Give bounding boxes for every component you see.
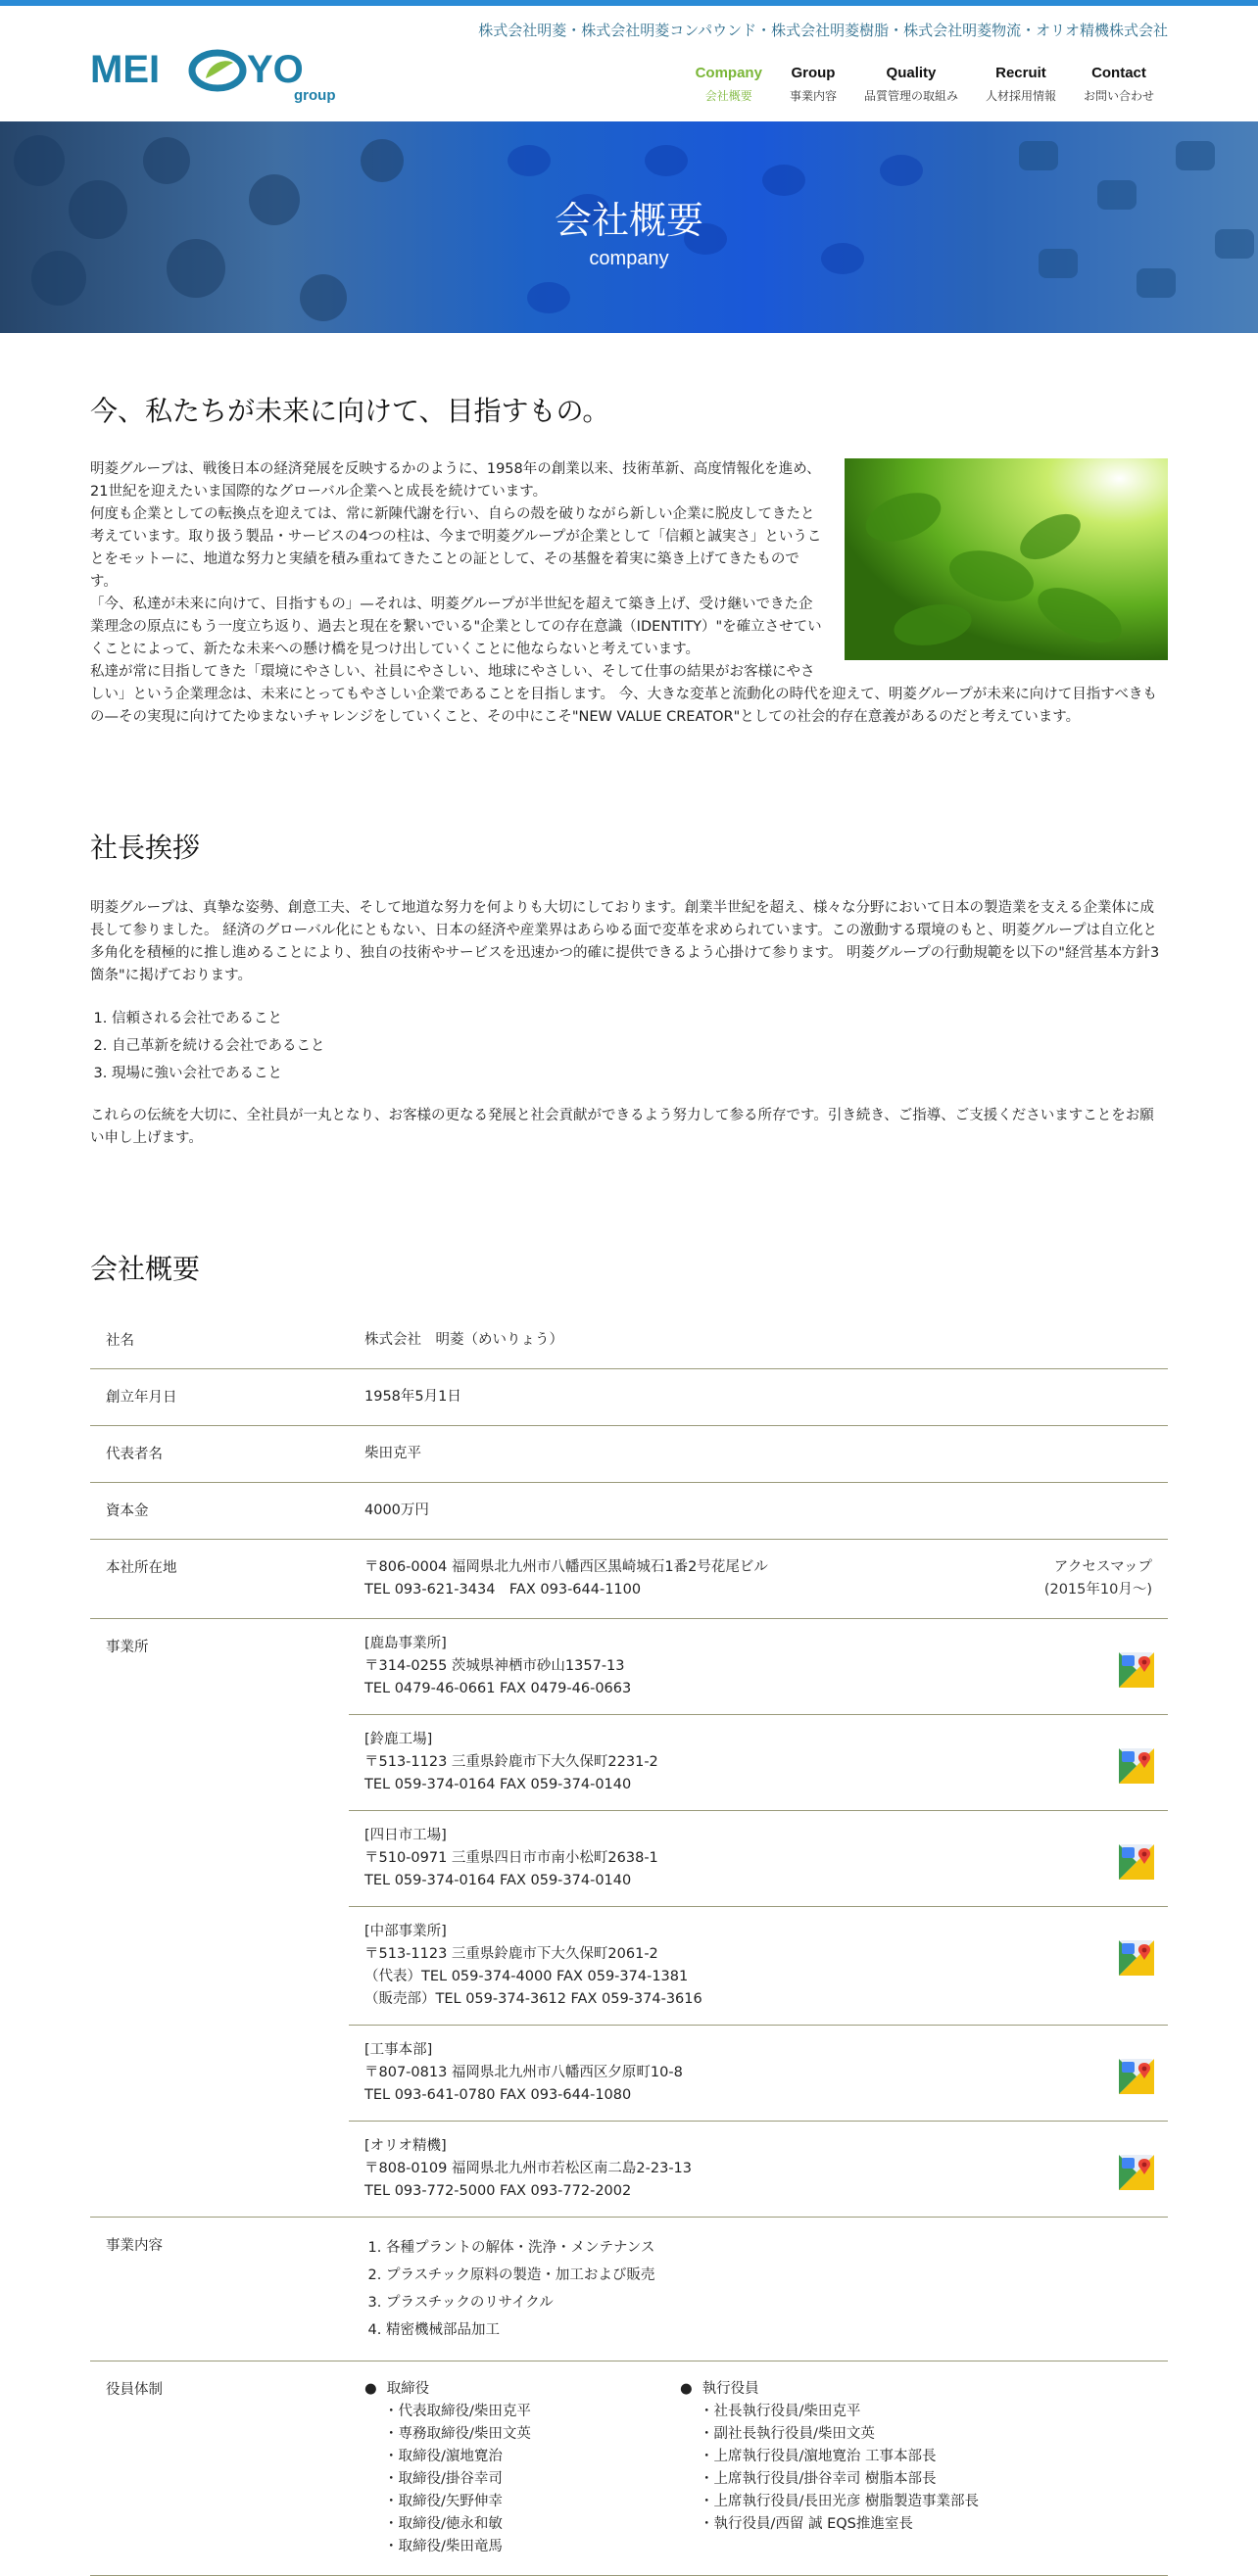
table-row (90, 2361, 1168, 2576)
nav-recruit-en: Recruit (995, 65, 1046, 81)
list-item: ・ 取締役/徳永和敏 (384, 2513, 680, 2536)
business-item: 4. 精密機械部品加工 (386, 2316, 1152, 2344)
intro-paragraph-3: 「今、私達が未来に向けて、目指すもの」—それは、明菱グループが半世紀を超えて築き上げ、受け継いできた企業理念の原点にもう一度立ち返り、過去と現在を繋いでいる"企業としての存在意識（IDENTITY）"を確立させていくことによって、新たな未来への懸け橋を見つけ出していくことに他ならないと考えています。 (90, 596, 822, 657)
business-cell (349, 2218, 1168, 2361)
company-profile-table (90, 1312, 1168, 2576)
nav-group-ja: 事業内容 (789, 89, 837, 103)
row-label: 社名 (90, 1312, 349, 1369)
logo-text-left: MEI (90, 48, 161, 91)
table-row (90, 1312, 1168, 1369)
office-name: [工事本部] (364, 2042, 433, 2058)
office-line: TEL 093-641-0780 FAX 093-644-1080 (364, 2087, 632, 2103)
intro-section (90, 458, 1168, 729)
directors-list (384, 2401, 680, 2558)
hq-address: 〒806-0004 福岡県北九州市八幡西区黒崎城石1番2号花尾ビル (364, 1559, 768, 1575)
google-maps-icon[interactable] (1119, 1652, 1154, 1688)
row-label: 資本金 (90, 1483, 349, 1540)
office-line: 〒513-1123 三重県鈴鹿市下大久保町2231-2 (364, 1754, 658, 1770)
row-label: 事業内容 (90, 2218, 349, 2361)
logo-graphic (90, 45, 355, 104)
list-item: ・ 副社長執行役員/柴田文英 (700, 2423, 995, 2446)
directors-title: ● 取締役 (364, 2378, 680, 2401)
business-item: 3. プラスチックのリサイクル (386, 2289, 1152, 2316)
nav-recruit[interactable] (972, 65, 1070, 104)
row-label: 役員体制 (90, 2361, 349, 2576)
business-item: 1. 各種プラントの解体・洗浄・メンテナンス (386, 2234, 1152, 2262)
intro-title: 今、私たちが未来に向けて、目指すもの。 (90, 395, 610, 427)
row-value: 柴田克平 (349, 1426, 1168, 1483)
logo-sub: group (294, 87, 336, 104)
office-line: TEL 059-374-0164 FAX 059-374-0140 (364, 1873, 632, 1888)
row-label: 事業所 (90, 1619, 349, 2218)
nav-contact-ja: お問い合わせ (1083, 89, 1154, 103)
table-row (90, 1619, 1168, 2218)
office-line: TEL 0479-46-0661 FAX 0479-46-0663 (364, 1681, 632, 1696)
site-header (0, 6, 1258, 121)
table-row (90, 1483, 1168, 1540)
directors-column (364, 2378, 680, 2558)
row-label: 本社所在地 (90, 1540, 349, 1619)
nav-company-ja: 会社概要 (704, 89, 752, 103)
list-item: ・ 取締役/濵地寛治 (384, 2446, 680, 2468)
google-maps-icon[interactable] (1119, 2155, 1154, 2190)
hero-banner (0, 121, 1258, 333)
list-item: ・ 執行役員/西留 誠 EQS推進室長 (700, 2513, 995, 2536)
office-line: 〒314-0255 茨城県神栖市砂山1357-13 (364, 1658, 625, 1674)
main-content (0, 390, 1258, 2576)
row-value: 4000万円 (349, 1483, 1168, 1540)
office-name: [中部事業所] (364, 1924, 447, 1939)
office-line: TEL 059-374-0164 FAX 059-374-0140 (364, 1777, 632, 1792)
list-item: ・ 取締役/掛谷幸司 (384, 2468, 680, 2491)
office-entry (349, 1907, 1168, 2026)
nav-group-en: Group (791, 65, 836, 81)
executives-title: ● 執行役員 (680, 2378, 995, 2401)
executives-column (680, 2378, 995, 2558)
table-row (90, 1369, 1168, 1426)
intro-paragraph-1: 明菱グループは、戦後日本の経済発展を反映するかのように、1958年の創業以来、技術革新、高度情報化を進め、21世紀を迎えたいま国際的なグローバル企業へと成長を続けています。 (90, 461, 821, 500)
list-item: ・ 専務取締役/柴田文英 (384, 2423, 680, 2446)
greeting-title: 社長挨拶 (90, 832, 201, 864)
hq-tel: TEL 093-621-3434 FAX 093-644-1100 (364, 1582, 642, 1598)
hero-text (0, 190, 1258, 270)
table-row (90, 1540, 1168, 1619)
office-line: 〒808-0109 福岡県北九州市若松区南二島2-23-13 (364, 2161, 693, 2176)
office-name: [鈴鹿工場] (364, 1732, 433, 1747)
greeting-paragraph-2: これらの伝統を大切に、全社員が一丸となり、お客様の更なる発展と社会貢献ができるよう努力して参る所存です。引き続き、ご指導、ご支援くださいますことをお願い申し上げます。 (90, 1108, 1154, 1146)
nav-quality[interactable] (850, 65, 972, 104)
executives-list (700, 2401, 995, 2536)
greeting-paragraph-1: 明菱グループは、真摯な姿勢、創意工夫、そして地道な努力を何よりも大切にしております。創業半世紀を超え、様々な分野において日本の製造業を支える企業体に成長して参りました。 経済のグローバル化にともない、日本の経済や産業界はあらゆる面で変革を求められています。この激動する環境のもと、明菱グループは自立化と多角化を積極的に推し進めることにより、独自の技術やサービスを迅速かつ的確に提供できるよう心掛けて参ります。 明菱グループの行動規範を以下の"経営基本方針3箇条"に掲げております。 (90, 900, 1160, 983)
offices-cell (349, 1619, 1168, 2218)
group-companies-line: 株式会社明菱・株式会社明菱コンパウンド・株式会社明菱樹脂・株式会社明菱物流・オリオ精機株式会社 (478, 22, 1168, 39)
hero-subtitle: company (589, 248, 669, 269)
list-item: ・ 社長執行役員/柴田克平 (700, 2401, 995, 2423)
office-entry (349, 2122, 1168, 2217)
office-line: （販売部）TEL 059-374-3612 FAX 059-374-3616 (364, 1991, 702, 2007)
access-map-link[interactable]: アクセスマップ (1053, 1559, 1152, 1575)
office-entry (349, 1715, 1168, 1811)
nav-contact-en: Contact (1091, 65, 1146, 81)
logo-text-right: YO (247, 48, 304, 91)
main-nav (682, 65, 1168, 104)
row-value: 株式会社 明菱（めいりょう） (349, 1312, 1168, 1369)
policy-item: 3. 現場に強い会社であること (112, 1060, 1168, 1087)
google-maps-icon[interactable] (1119, 1940, 1154, 1976)
access-note: (2015年10月～) (1043, 1582, 1152, 1598)
office-line: TEL 093-772-5000 FAX 093-772-2002 (364, 2183, 632, 2199)
office-name: [鹿島事業所] (364, 1636, 447, 1651)
policy-item: 2. 自己革新を続ける会社であること (112, 1032, 1168, 1060)
list-item: ・ 代表取締役/柴田克平 (384, 2401, 680, 2423)
green-leaves-photo (845, 458, 1168, 660)
nav-group[interactable] (776, 65, 850, 104)
officers-cell (349, 2361, 1168, 2576)
greeting-section (90, 897, 1168, 1150)
list-item: ・ 上席執行役員/掛谷幸司 樹脂本部長 (700, 2468, 995, 2491)
list-item: ・ 上席執行役員/長田光彦 樹脂製造事業部長 (700, 2491, 995, 2513)
policy-list (112, 1005, 1168, 1087)
list-item: ・ 取締役/矢野伸幸 (384, 2491, 680, 2513)
office-line: 〒513-1123 三重県鈴鹿市下大久保町2061-2 (364, 1946, 658, 1962)
nav-quality-ja: 品質管理の取組み (863, 89, 958, 103)
business-item: 2. プラスチック原料の製造・加工および販売 (386, 2262, 1152, 2289)
office-entry (349, 1619, 1168, 1715)
office-line: （代表）TEL 059-374-4000 FAX 059-374-1381 (364, 1969, 689, 1984)
intro-paragraph-4: 私達が常に目指してきた「環境にやさしい、社員にやさしい、地球にやさしい、そして仕事の結果がお客様にやさしい」という企業理念は、未来にとってもやさしい企業であることを目指します。 今、大きな変革と流動化の時代を迎えて、明菱グループが未来に向けて目指すべきもの—その実現に向けてたゆまないチャレンジをしていくこと、その中にこそ"NEW VALUE CREATOR"としての社会的存在意義があるのだと考えています。 (90, 664, 1157, 725)
google-maps-icon[interactable] (1119, 1748, 1154, 1784)
nav-company-en: Company (695, 65, 762, 81)
office-line: 〒807-0813 福岡県北九州市八幡西区夕原町10-8 (364, 2065, 683, 2080)
office-name: [オリオ精機] (364, 2138, 447, 2154)
nav-recruit-ja: 人材採用情報 (985, 89, 1056, 103)
list-item: ・ 取締役/柴田竜馬 (384, 2536, 680, 2558)
list-item: ・ 上席執行役員/濵地寛治 工事本部長 (700, 2446, 995, 2468)
office-entry (349, 1811, 1168, 1907)
row-label: 創立年月日 (90, 1369, 349, 1426)
meiryo-group-logo[interactable] (90, 45, 355, 104)
office-line: 〒510-0971 三重県四日市市南小松町2638-1 (364, 1850, 658, 1866)
policy-item: 1. 信頼される会社であること (112, 1005, 1168, 1032)
row-label: 代表者名 (90, 1426, 349, 1483)
hero-title: 会社概要 (554, 199, 703, 242)
row-value: 1958年5月1日 (349, 1369, 1168, 1426)
table-row (90, 1426, 1168, 1483)
table-row (90, 2218, 1168, 2361)
google-maps-icon[interactable] (1119, 1844, 1154, 1880)
nav-quality-en: Quality (886, 65, 937, 81)
office-name: [四日市工場] (364, 1828, 447, 1843)
nav-contact[interactable] (1070, 65, 1168, 104)
business-list (386, 2234, 1152, 2344)
nav-company[interactable] (682, 65, 776, 104)
profile-title: 会社概要 (90, 1253, 201, 1285)
office-entry (349, 2026, 1168, 2122)
intro-paragraph-2: 何度も企業としての転換点を迎えては、常に新陳代謝を行い、自らの殻を破りながら新しい企業に脱皮してきたと考えています。取り扱う製品・サービスの4つの柱は、今まで明菱グループが企業として「信頼と誠実さ」ということをモットーに、地道な努力と実績を積み重ねてきたことの証として、その基盤を着実に築き上げてきたものです。 (90, 506, 822, 590)
google-maps-icon[interactable] (1119, 2059, 1154, 2094)
hq-value (349, 1540, 1168, 1619)
